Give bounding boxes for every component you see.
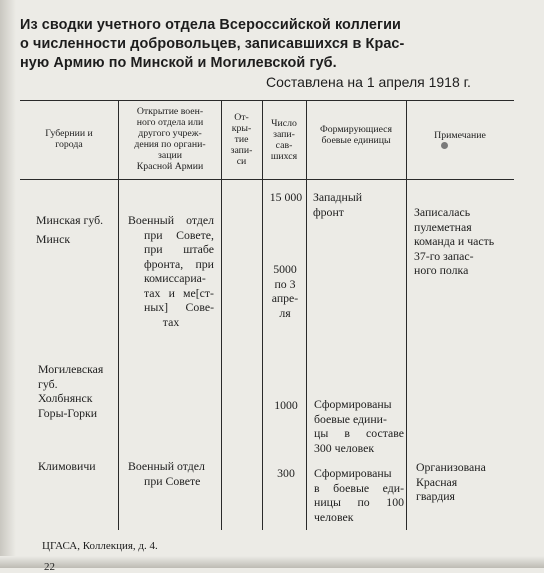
klimovichi-combat-units: Сформированы в боевые еди- ницы по 100 человек (314, 466, 404, 524)
table-top-rule (20, 100, 514, 101)
ink-spot (441, 142, 448, 149)
klimovichi-place: Климовичи (38, 459, 96, 473)
minsk-combat-units: Западный фронт (313, 190, 363, 219)
mogilev-count: 1000 (274, 398, 298, 412)
page-number: 22 (44, 561, 55, 573)
minsk-note: Записалась пулеметная команда и часть 37-го запас- ного полка (414, 205, 495, 277)
minsk-military-office: Военный отдел при Совете, при штабе фронта, при комиссариа- тах и ме[ст- ных] Сове- тах (128, 213, 214, 329)
mogilev-place: Могилевская губ. Холбнянск Горы-Горки (38, 362, 104, 420)
title-line-1: Из сводки учетного отдела Всероссийской коллегии (20, 17, 401, 33)
page-bottom-shadow (0, 556, 544, 568)
minsk-count-total: 15 000 (269, 190, 303, 204)
header-military-office: Открытие воен- ного отдела или другого учреж- дения по органи- зации Красной Армии (134, 106, 206, 172)
header-registration-opened: От- кры- тие запи- си (230, 112, 253, 167)
title-line-3: ную Армию по Минской и Могилевской губ. (20, 55, 337, 71)
klimovichi-note: Организована Красная гвардия (416, 460, 486, 503)
table-header-rule (20, 179, 514, 180)
klimovichi-count: 300 (277, 466, 295, 480)
page-edge-shadow (0, 0, 16, 568)
header-combat-units: Формирующиеся боевые единицы (319, 124, 393, 146)
title-line-2: о численности добровольцев, записавшихся в Крас- (20, 36, 405, 52)
document-title (20, 16, 430, 73)
header-enlisted-count: Число запи- сав- шихся (270, 118, 298, 162)
compiled-date: Составлена на 1 апреля 1918 г. (266, 74, 471, 90)
column-divider-3 (262, 100, 263, 530)
header-notes: Примечание (434, 130, 486, 141)
archive-source: ЦГАСА, Коллекция, д. 4. (42, 540, 158, 552)
mogilev-combat-units: Сформированы боевые едини- цы в составе 300 человек (314, 397, 404, 455)
minsk-count-april: 5000 по 3 апре- ля (271, 262, 299, 320)
header-region-city: Губернии и города (45, 128, 93, 150)
column-divider-5 (406, 100, 407, 530)
minsk-place: Минская губ. Минск (36, 213, 104, 246)
klimovichi-military-office: Военный отдел при Совете (128, 459, 205, 488)
column-divider-2 (221, 100, 222, 530)
